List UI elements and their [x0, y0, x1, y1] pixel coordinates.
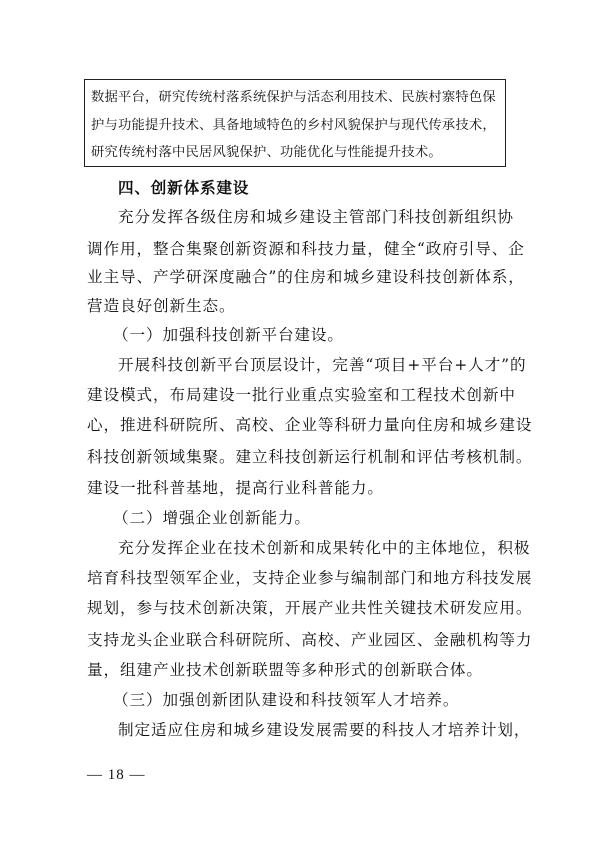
box-line: 数据平台，研究传统村落系统保护与活态利用技术、民族村寨特色保	[91, 90, 496, 105]
subsection-heading: （一）加强科技创新平台建设。	[113, 326, 344, 344]
paragraph-line: 充分发挥各级住房和城乡建设主管部门科技创新组织协	[118, 208, 514, 226]
box-line: 研究传统村落中民居风貌保护、功能优化与性能提升技术。	[91, 145, 442, 160]
paragraph-line: 支持龙头企业联合科研院所、高校、产业园区、金融机构等力	[87, 631, 533, 649]
paragraph-line: 建设模式，布局建设一批行业重点实验室和工程技术创新中	[87, 386, 516, 404]
page-number: — 18 —	[87, 767, 146, 783]
paragraph-line: 规划，参与技术创新决策，开展产业共性关键技术研发应用。	[87, 599, 533, 617]
paragraph-line: 建设一批科普基地，提高行业科普能力。	[87, 479, 384, 497]
paragraph-line: 开展科技创新平台顶层设计，完善“项目+平台+人才”的	[118, 356, 527, 374]
paragraph-line: 科技创新领域集聚。建立科技创新运行机制和评估考核机制。	[87, 448, 533, 466]
paragraph-line: 营造良好创新生态。	[87, 297, 236, 315]
box-line: 护与功能提升技术、具备地域特色的乡村风貌保护与现代传承技术，	[91, 118, 496, 133]
section-heading: 四、创新体系建设	[118, 179, 250, 197]
subsection-heading: （二）增强企业创新能力。	[113, 509, 311, 527]
paragraph-line: 培育科技型领军企业，支持企业参与编制部门和地方科技发展	[87, 569, 533, 587]
paragraph-line: 量，组建产业技术创新联盟等多种形式的创新联合体。	[87, 661, 483, 679]
highlighted-text-box	[84, 79, 506, 167]
paragraph-line: 制定适应住房和城乡建设发展需要的科技人才培养计划，	[118, 721, 531, 739]
paragraph-line: 业主导、产学研深度融合”的住房和城乡建设科技创新体系，	[87, 268, 525, 286]
paragraph-line: 调作用，整合集聚创新资源和科技力量，健全“政府引导、企	[87, 240, 525, 258]
paragraph-line: 充分发挥企业在技术创新和成果转化中的主体地位，积极	[118, 539, 531, 557]
subsection-heading: （三）加强创新团队建设和科技领军人才培养。	[113, 691, 460, 709]
paragraph-line: 心，推进科研院所、高校、企业等科研力量向住房和城乡建设	[87, 416, 533, 434]
